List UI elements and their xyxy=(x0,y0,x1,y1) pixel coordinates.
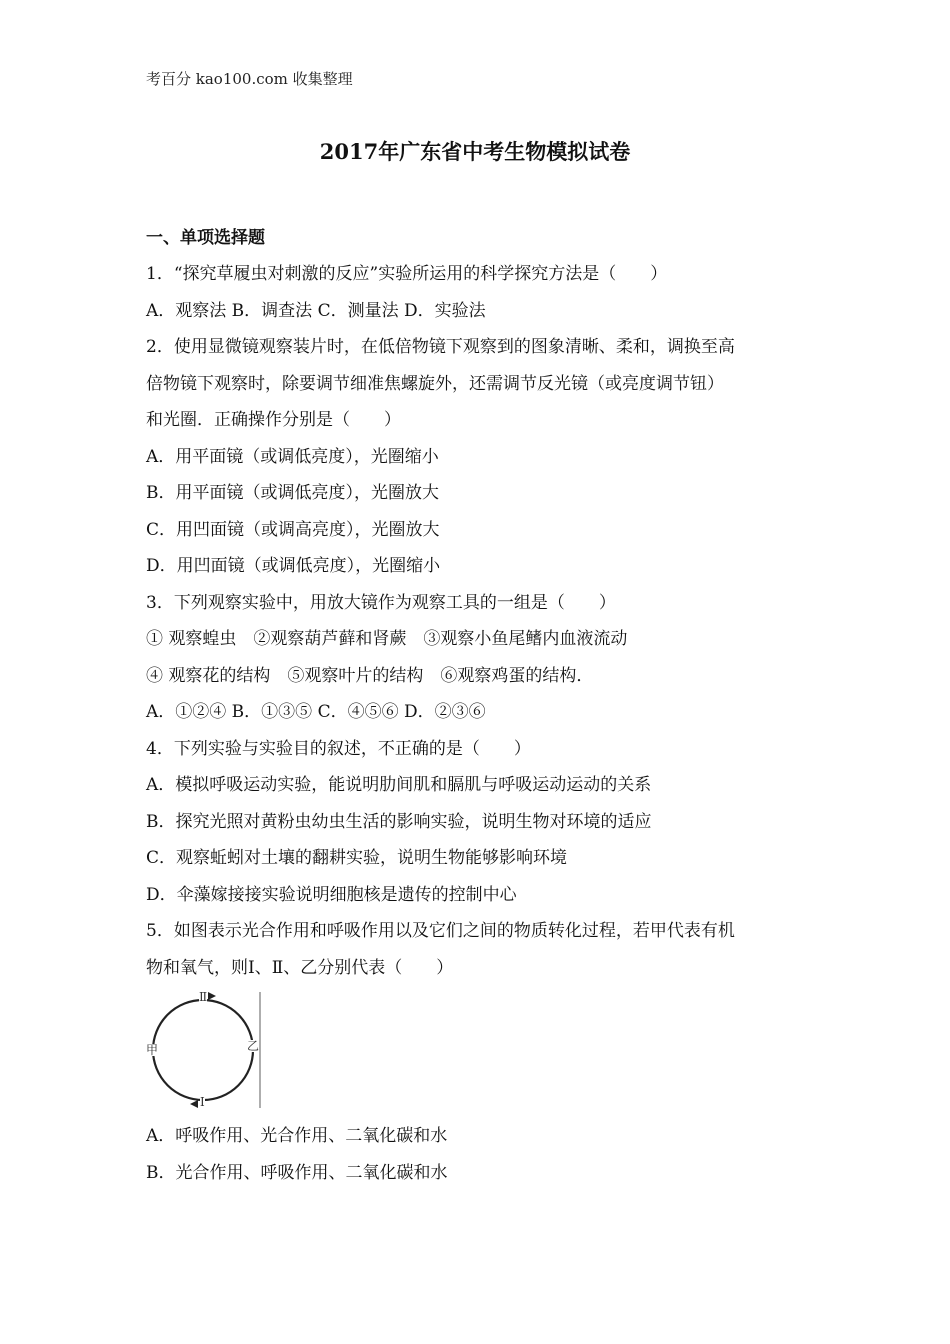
label-right: 乙 xyxy=(247,1039,260,1053)
section-heading: 一、单项选择题 xyxy=(146,228,265,248)
q2-option-d: D．用凹面镜（或调低亮度），光圈缩小 xyxy=(146,556,441,576)
q2-option-a: A．用平面镜（或调低亮度），光圈缩小 xyxy=(146,446,439,467)
cycle-diagram xyxy=(146,992,262,1108)
cycle-diagram-drawing xyxy=(146,992,262,1108)
q3-stem: 3．下列观察实验中，用放大镜作为观察工具的一组是（ ） xyxy=(146,592,616,613)
q5-option-b: B．光合作用、呼吸作用、二氧化碳和水 xyxy=(146,1162,448,1183)
q2-option-c: C．用凹面镜（或调高亮度），光圈放大 xyxy=(146,519,440,540)
exam-content xyxy=(146,220,826,1191)
q2-stem-line: 倍物镜下观察时，除要调节细准焦螺旋外，还需调节反光镜（或亮度调节钮） xyxy=(146,373,724,394)
q2-option-b: B．用平面镜（或调低亮度），光圈放大 xyxy=(146,483,439,503)
q4-option-d: D．伞藻嫁接接实验说明细胞核是遗传的控制中心 xyxy=(146,884,517,905)
label-top: Ⅱ xyxy=(199,990,208,1004)
arrow-bottom xyxy=(190,1100,198,1108)
cycle-circle xyxy=(153,1000,253,1100)
page-title: 2017年广东省中考生物模拟试卷 xyxy=(319,139,631,164)
q4-option-c: C．观察蚯蚓对土壤的翻耕实验，说明生物能够影响环境 xyxy=(146,848,568,868)
q1-stem: 1．“探究草履虫对刺激的反应”实验所运用的科学探究方法是（ ） xyxy=(146,264,668,284)
q2-stem-line: 2．使用显微镜观察装片时，在低倍物镜下观察到的图象清晰、柔和，调换至高 xyxy=(146,337,735,357)
q3-options: A．①②④ B．①③⑤ C．④⑤⑥ D．②③⑥ xyxy=(146,702,486,722)
q4-option-a: A．模拟呼吸运动实验，能说明肋间肌和膈肌与呼吸运动运动的关系 xyxy=(146,775,652,795)
q4-option-b: B．探究光照对黄粉虫幼虫生活的影响实验，说明生物对环境的适应 xyxy=(146,811,652,832)
q5-stem-line: 物和氧气，则Ⅰ、Ⅱ、乙分别代表（ ） xyxy=(146,957,454,978)
q4-stem: 4．下列实验与实验目的叙述，不正确的是（ ） xyxy=(146,738,531,759)
arrow-top xyxy=(208,992,216,1000)
label-bottom: Ⅰ xyxy=(200,1095,205,1109)
q3-items-line: ① 观察蝗虫 ②观察葫芦藓和肾蕨 ③观察小鱼尾鳍内血液流动 xyxy=(146,629,628,649)
q2-stem-line: 和光圈．正确操作分别是（ ） xyxy=(146,410,401,430)
q1-options: A．观察法 B．调查法 C．测量法 D．实验法 xyxy=(146,300,486,321)
q5-option-a: A．呼吸作用、光合作用、二氧化碳和水 xyxy=(146,1126,448,1146)
label-left: 甲 xyxy=(146,1043,159,1057)
q5-stem-line: 5．如图表示光合作用和呼吸作用以及它们之间的物质转化过程，若甲代表有机 xyxy=(146,921,735,941)
header-note: 考百分 kao100.com 收集整理 xyxy=(146,70,353,88)
q3-items-line: ④ 观察花的结构 ⑤观察叶片的结构 ⑥观察鸡蛋的结构． xyxy=(146,665,594,686)
